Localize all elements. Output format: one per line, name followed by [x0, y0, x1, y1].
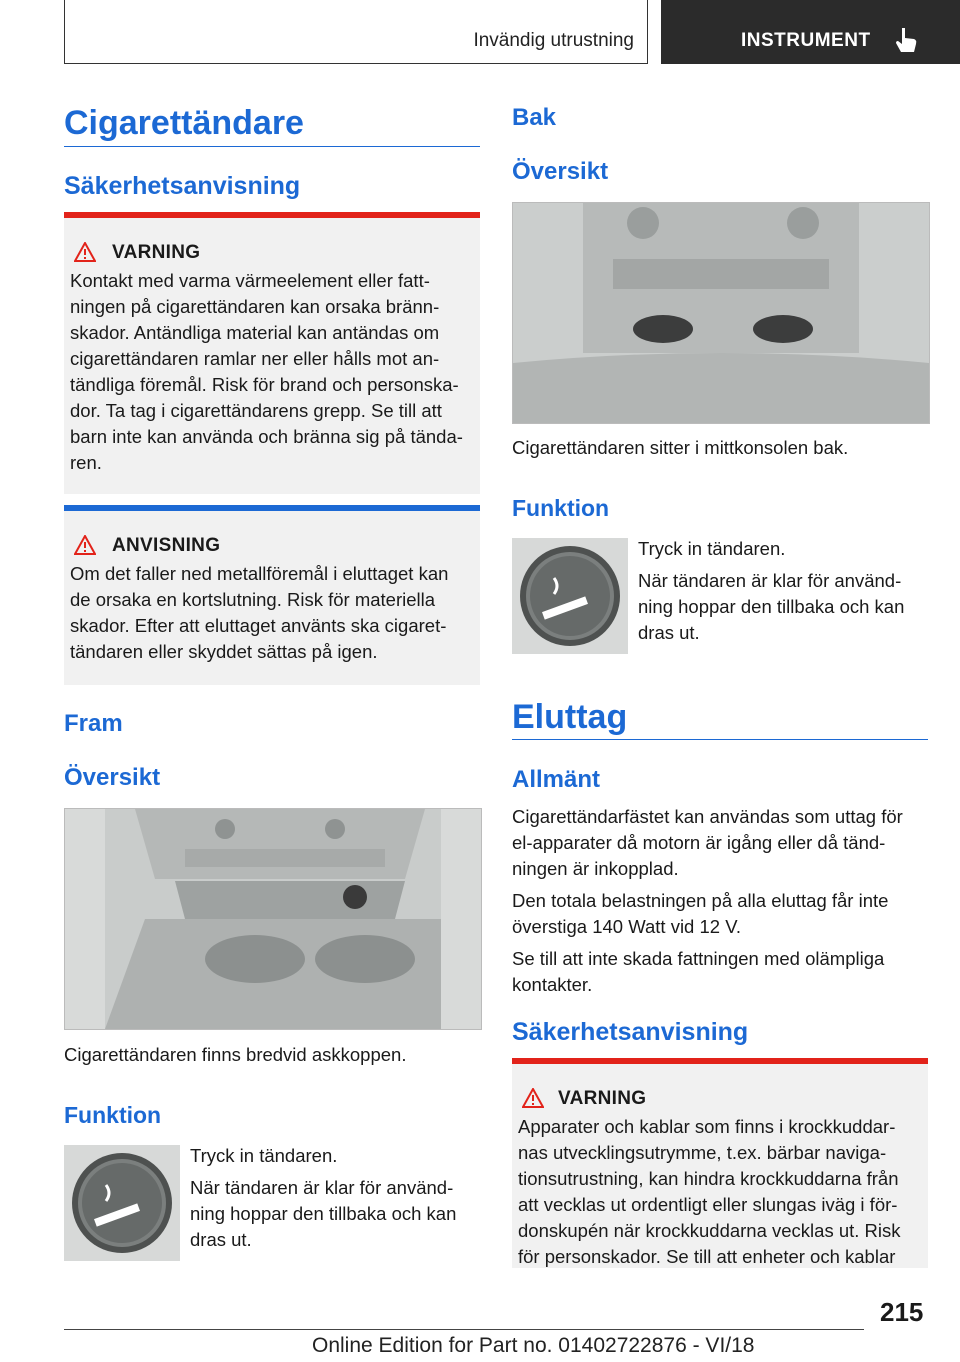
header-chapter-label: INSTRUMENT — [741, 30, 871, 51]
warning-box-left — [64, 218, 480, 494]
front-console-photo — [64, 808, 482, 1030]
outlet-title: Eluttag — [512, 698, 628, 736]
warning-triangle-icon — [74, 242, 96, 262]
header-chapter-tab — [661, 0, 960, 64]
notice-title: ANVISNING — [112, 535, 221, 556]
function-heading-right: Funktion — [512, 495, 610, 521]
front-console-illustration — [65, 809, 481, 1029]
rear-heading: Bak — [512, 104, 557, 131]
front-heading: Fram — [64, 710, 123, 737]
function-detail-left: När tändaren är klar för använd-ning hoppar den tillbaka och kan dras ut. — [190, 1177, 457, 1250]
page-title: Cigarettändare — [64, 104, 304, 142]
warning-triangle-icon — [74, 535, 96, 555]
function-step-left: Tryck in tändaren. — [190, 1145, 338, 1166]
function-detail-right: När tändaren är klar för använd-ning hoppar den tillbaka och kan dras ut. — [638, 570, 905, 643]
warning-box-right — [512, 1064, 928, 1268]
general-paragraph-2: Den totala belastningen på alla eluttag får inte överstiga 140 Watt vid 12 V. — [512, 890, 889, 937]
overview-heading-left: Översikt — [64, 764, 161, 791]
warning-triangle-icon — [522, 1088, 544, 1108]
warning-title: VARNING — [558, 1088, 647, 1109]
header-section-title: Invändig utrustning — [473, 30, 634, 51]
function-text-right — [638, 536, 918, 652]
warning-title: VARNING — [112, 242, 201, 263]
title-rule — [64, 146, 480, 147]
function-heading-left: Funktion — [64, 1102, 162, 1128]
notice-body: Om det faller ned metallföremål i eluttaget kan de orsaka en kortslutning. Risk för materiella skador. Efter att eluttaget använts ska cigaret-tändaren eller skyddet sättas på igen. — [70, 563, 449, 662]
general-heading: Allmänt — [512, 766, 601, 793]
warning-body: Kontakt med varma värmeelement eller fatt-ningen på cigarettändaren kan orsaka bränn-skador. Antändliga material kan antändas om cigarettändaren ramlar ner eller hålls mot an-tändliga föremål. Risk för brand och personska-dor. Ta tag i cigarettändarens grepp. Se till att barn inte kan använda och bränna sig på tända-ren. — [70, 270, 463, 473]
footer-rule — [64, 1329, 864, 1330]
page-number: 215 — [880, 1297, 924, 1327]
rear-photo-caption: Cigarettändaren sitter i mittkonsolen bak. — [512, 437, 849, 458]
general-paragraph-3: Se till att inte skada fattningen med olämpliga kontakter. — [512, 948, 885, 995]
front-photo-caption: Cigarettändaren finns bredvid askkoppen. — [64, 1044, 407, 1065]
general-paragraph-1: Cigarettändarfästet kan användas som uttag för el-apparater då motorn är igång eller då tänd-ningen är inkopplad. — [512, 806, 903, 879]
function-text-left — [190, 1143, 470, 1259]
rear-console-photo — [512, 202, 930, 424]
rear-console-illustration — [513, 203, 929, 423]
hand-pointer-icon — [893, 26, 919, 54]
safety-heading-left: Säkerhetsanvisning — [64, 172, 301, 200]
general-text — [512, 804, 928, 1004]
safety-heading-right: Säkerhetsanvisning — [512, 1018, 749, 1046]
cigarette-lighter-icon — [512, 538, 628, 654]
warning-body: Apparater och kablar som finns i krockkuddar-nas utvecklingsutrymme, t.ex. bärbar naviga-tionsutrustning, kan hindra krockkuddarna från att vecklas ut ordentligt eller slungas iväg i för-donskupén när krockkuddarna vecklas ut. Risk för personskador. Se till att enheter och kablar — [518, 1116, 901, 1267]
function-step-right: Tryck in tändaren. — [638, 538, 786, 559]
notice-box — [64, 511, 480, 685]
cigarette-lighter-icon — [64, 1145, 180, 1261]
overview-heading-right: Översikt — [512, 158, 609, 185]
outlet-rule — [512, 739, 928, 740]
footer-edition: Online Edition for Part no. 01402722876 - VI/18 — [312, 1334, 755, 1357]
